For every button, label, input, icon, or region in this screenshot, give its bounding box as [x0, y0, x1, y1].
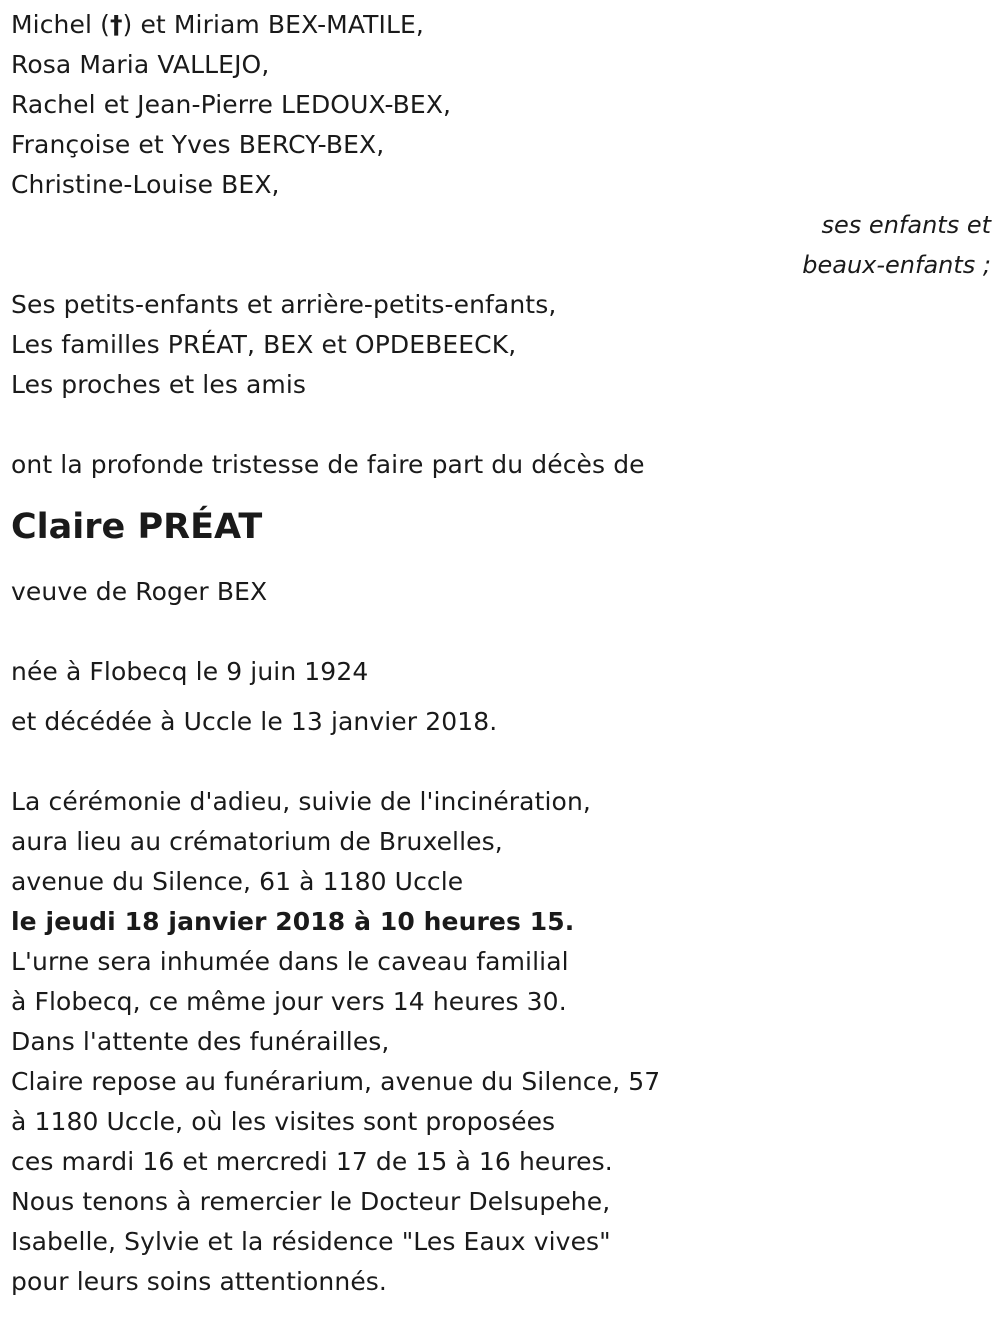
- family-relation-2: beaux-enfants ;: [802, 251, 991, 279]
- ceremony-line-8: Claire repose au funérarium, avenue du Silence, 57: [11, 1067, 661, 1096]
- others-line-1: Ses petits-enfants et arrière-petits-enfants,: [11, 290, 557, 319]
- family-line-1: [11, 5, 991, 45]
- ceremony-line-1: La cérémonie d'adieu, suivie de l'incinération,: [11, 787, 591, 816]
- ceremony-line-7: Dans l'attente des funérailles,: [11, 1027, 390, 1056]
- spacer: [11, 692, 991, 702]
- others-line-3: Les proches et les amis: [11, 370, 307, 399]
- others-line-2: Les familles PRÉAT, BEX et OPDEBEECK,: [11, 330, 517, 359]
- family-line-1-after: ) et Miriam BEX-MATILE,: [122, 10, 424, 39]
- ceremony-line-13: pour leurs soins attentionnés.: [11, 1267, 387, 1296]
- family-line-2: Rosa Maria VALLEJO,: [11, 50, 270, 79]
- spacer: [11, 742, 991, 782]
- deceased-name: Claire PRÉAT: [11, 507, 263, 547]
- ceremony-line-9: à 1180 Uccle, où les visites sont proposées: [11, 1107, 556, 1136]
- family-relation-1: ses enfants et: [821, 211, 991, 239]
- birth-text: née à Flobecq le 9 juin 1924: [11, 657, 369, 686]
- announcement-text: ont la profonde tristesse de faire part du décès de: [11, 450, 645, 479]
- ceremony-date: le jeudi 18 janvier 2018 à 10 heures 15.: [11, 907, 575, 936]
- family-line-3: Rachel et Jean-Pierre LEDOUX-BEX,: [11, 90, 452, 119]
- ceremony-line-10: ces mardi 16 et mercredi 17 de 15 à 16 heures.: [11, 1147, 613, 1176]
- family-line-1-before: Michel (: [11, 10, 110, 39]
- widow-of-text: veuve de Roger BEX: [11, 577, 268, 606]
- death-text: et décédée à Uccle le 13 janvier 2018.: [11, 707, 498, 736]
- ceremony-line-5: L'urne sera inhumée dans le caveau familial: [11, 947, 569, 976]
- cross-icon: †: [109, 10, 123, 39]
- obituary-notice: [11, 5, 991, 1302]
- family-line-4: Françoise et Yves BERCY-BEX,: [11, 130, 385, 159]
- family-line-5: Christine-Louise BEX,: [11, 170, 280, 199]
- ceremony-line-3: avenue du Silence, 61 à 1180 Uccle: [11, 867, 464, 896]
- ceremony-line-11: Nous tenons à remercier le Docteur Delsupehe,: [11, 1187, 611, 1216]
- ceremony-line-2: aura lieu au crématorium de Bruxelles,: [11, 827, 503, 856]
- ceremony-line-12: Isabelle, Sylvie et la résidence "Les Eaux vives": [11, 1227, 611, 1256]
- ceremony-line-6: à Flobecq, ce même jour vers 14 heures 30.: [11, 987, 567, 1016]
- spacer: [11, 612, 991, 652]
- spacer: [11, 405, 991, 445]
